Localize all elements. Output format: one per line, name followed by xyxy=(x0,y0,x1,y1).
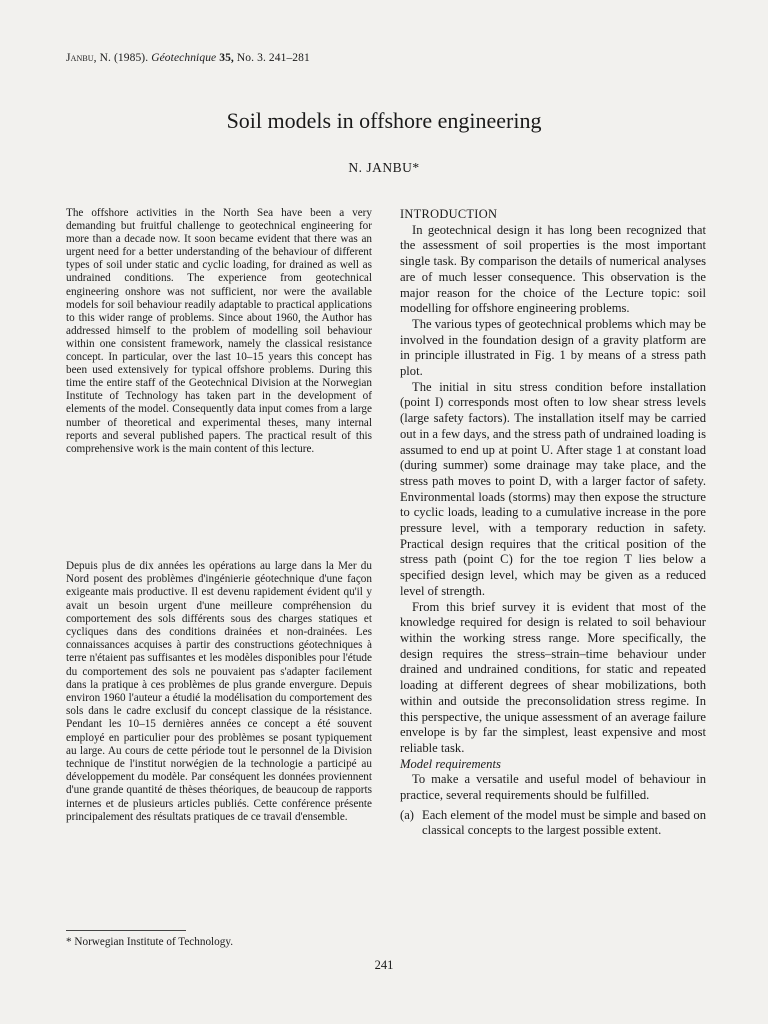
requirement-item xyxy=(400,808,706,839)
intro-paragraph-1: In geotechnical design it has long been recognized that the assessment of soil properties is the most important single task. By comparison the details of numerical analyses are of much lesser consequence. This observation is the major reason for the choice of the Lecture topic: soil modelling for offshore engineering problems. xyxy=(400,222,706,316)
introduction-heading: INTRODUCTION xyxy=(400,207,498,221)
citation xyxy=(66,52,310,64)
body-column-right xyxy=(400,207,706,839)
paper-title: Soil models in offshore engineering xyxy=(226,108,542,133)
intro-paragraph-4: From this brief survey it is evident that most of the knowledge required for design is related to soil behaviour within the working stress range. More specifically, the design requires the stress–strain–time behaviour under drained and undrained conditions, for static and repeated loading at different degrees of shear mobilizations, both within and outside the preconsolidation stress regime. In this perspective, the unique assessment of an average failure envelope is by far the simplest, least expensive and most reliable task. xyxy=(400,599,706,755)
paper-author: N. JANBU* xyxy=(348,160,420,175)
requirement-label: (a) xyxy=(400,807,414,822)
page-number: 241 xyxy=(374,958,394,972)
abstract-french: Depuis plus de dix années les opérations au large dans la Mer du Nord posent des problèmes d'ingénierie géotechnique d'une façon exigeante mais productive. Il est devenu rapidement évident qu'il y avait un besoin urgent d'une meilleure compréhension du comportement des sols différents sous des charges statiques et cycliques dans des conditions drainées et non-drainées. Les connaissances acquises à partir des constructions géotechniques à terre n'étaient pas suffisantes et les modèles disponibles pour l'étude du comportement des sols ne pouvaient pas s'adapter facilement dans la pratique à ces problèmes de plus grande envergure. Depuis environ 1960 l'auteur a étudié la modélisation du comportement des sols dans le cadre exclusif du concept classique de la résistance. Pendant les 10–15 dernières années ce concept a été souvent employé en particulier pour des problèmes se posant typiquement au large. Au cours de cette période tout le personnel de la Division technique de l'institut norwégien de la technologie a participé au développement du modèle. Par conséquent les données proviennent d'une grande quantité de thèses théoriques, de beaucoup de rapports internes et de plusieurs articles publiés. Cette conférence présente principalement des résultats pratiques de ce travail d'ensemble. xyxy=(66,560,372,823)
citation-issue-pages: No. 3. 241–281 xyxy=(236,52,310,64)
model-requirements-heading: Model requirements xyxy=(400,756,501,771)
citation-volume: 35, xyxy=(219,52,234,64)
footnote-rule xyxy=(66,930,186,931)
intro-paragraph-3: The initial in situ stress condition before installation (point I) corresponds most often to low shear stress levels (large safety factors). The installation itself may be carried out in a few days, and the stress path of undrained loading is assumed to end up at point U. After stage 1 at constant load (during summer) some drainage may take place, and the stress path moves to point D, with a larger factor of safety. Environmental loads (storms) may then expose the structure to cyclic loads, leading to a cumulative increase in the pore pressure level, with a temporary reduction in safety. Practical design requires that the critical position of the stress path (point C) for the toe region T lies below a specified design level, which may be given as a reduced level of strength. xyxy=(400,379,706,598)
citation-journal: Géotechnique xyxy=(151,52,217,64)
intro-paragraph-2: The various types of geotechnical problems which may be involved in the foundation design of a gravity platform are in principle illustrated in Fig. 1 by means of a stress path plot. xyxy=(400,316,706,379)
requirement-text: Each element of the model must be simple and based on classical concepts to the largest possible extent. xyxy=(422,807,706,838)
abstract-english: The offshore activities in the North Sea have been a very demanding but fruitful challenge to geotechnical engineering for more than a decade now. It soon became evident that there was an urgent need for a better understanding of the behaviour of different types of soil under static and cyclic loading, for drained as well as undrained conditions. The experience from geotechnical engineering onshore was not sufficient, nor were the available models for soil behaviour readily adaptable to practical applications to this wider range of problems. Since about 1960, the Author has addressed himself to the problem of modelling soil behaviour within one consistent framework, namely the classical resistance concept. In particular, over the last 10–15 years this concept has been used extensively for typical offshore problems. During this time the entire staff of the Geotechnical Division at the Norwegian Institute of Technology has taken part in the development of elements of the model. Consequently data input comes from a large number of theoretical and experimental theses, many internal reports and several published papers. The practical result of this comprehensive work is the main content of this lecture. xyxy=(66,207,372,455)
citation-year: (1985). xyxy=(113,52,149,64)
model-requirements-intro: To make a versatile and useful model of behaviour in practice, several requirements should be fulfilled. xyxy=(400,772,706,803)
citation-author: Janbu, N. xyxy=(66,52,111,64)
footnote: * Norwegian Institute of Technology. xyxy=(66,936,233,948)
